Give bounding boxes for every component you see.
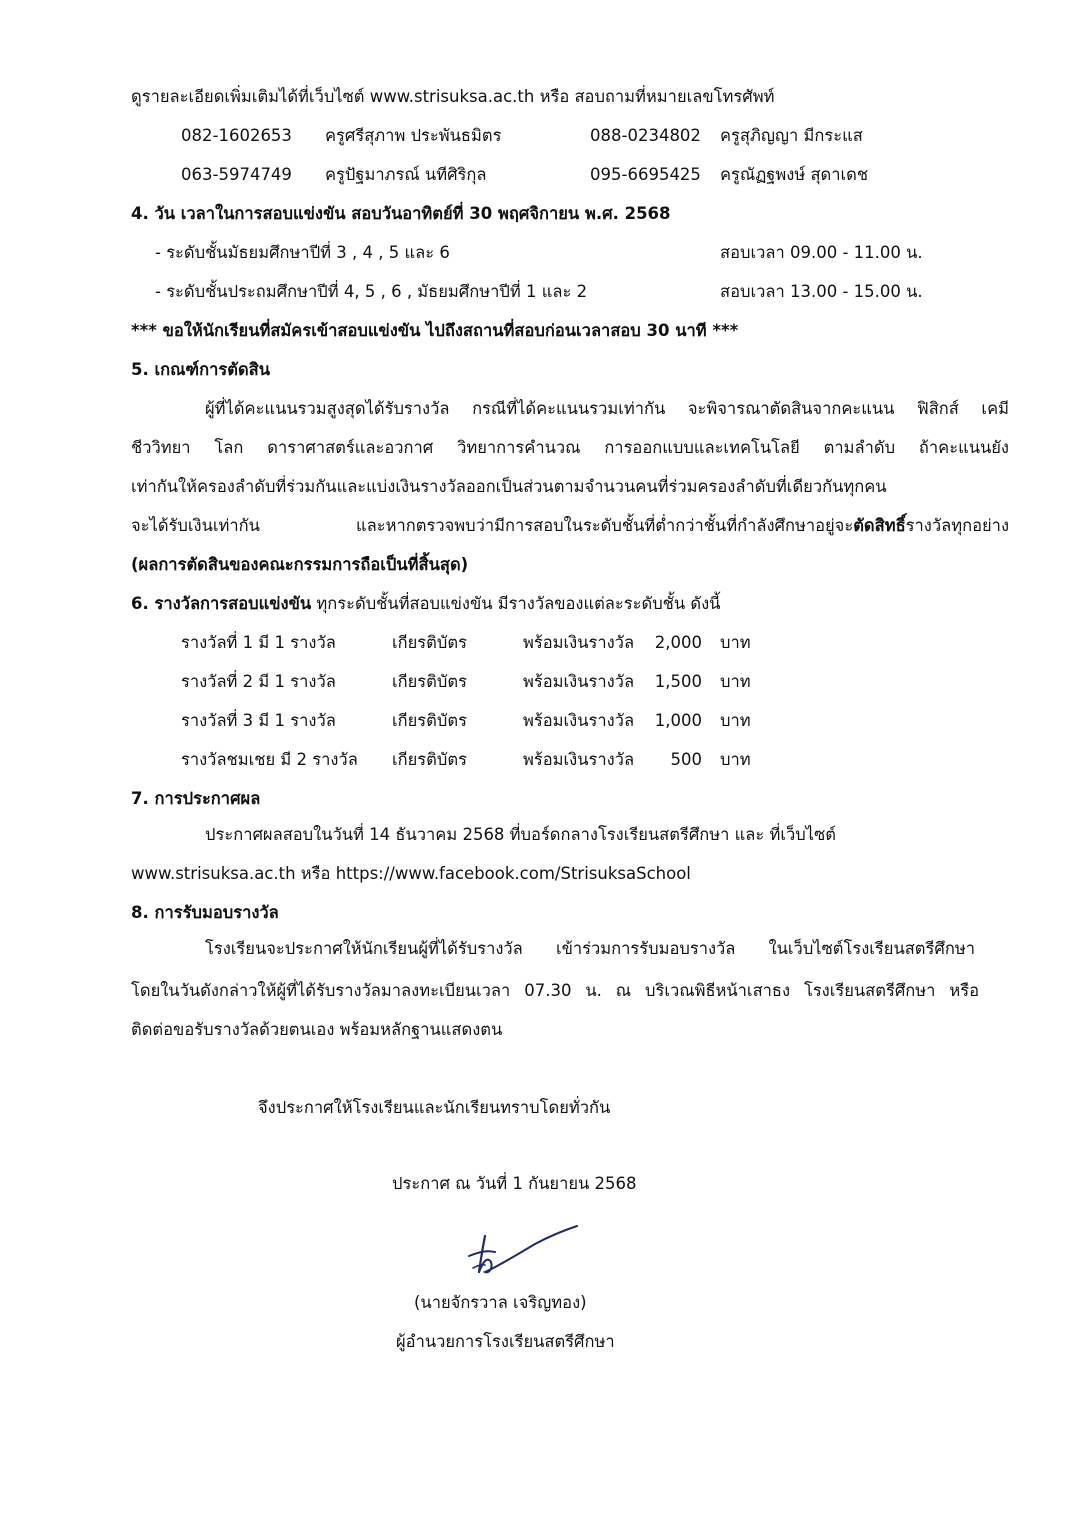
award-line: ติดต่อขอรับรางวัลด้วยตนเอง พร้อมหลักฐานแสดงตน xyxy=(131,1020,503,1039)
exam-level: - ระดับชั้นมัธยมศึกษาปีที่ 3 , 4 , 5 และ 6 xyxy=(155,243,450,262)
criteria-line xyxy=(131,514,1009,538)
exam-time: สอบเวลา 09.00 - 11.00 น. xyxy=(720,243,923,262)
prize-amount: 1,500 xyxy=(654,672,702,691)
criteria-text: จะได้รับเงินเท่ากัน และหากตรวจพบว่ามีการสอบในระดับชั้นที่ต่ำกว่าชั้นที่กำลังศึกษาอยู่จะ xyxy=(131,516,854,535)
prize-amount: 2,000 xyxy=(654,633,702,652)
disqualify-text: ตัดสิทธิ์ xyxy=(853,516,906,535)
prize-with: พร้อมเงินรางวัล xyxy=(523,750,635,769)
announce-line: www.strisuksa.ac.th หรือ https://www.facebook.com/StrisuksaSchool xyxy=(131,864,691,883)
contact-phone: 063-5974749 xyxy=(181,165,292,184)
exam-level: - ระดับชั้นประถมศึกษาปีที่ 4, 5 , 6 , มัธยมศึกษาปีที่ 1 และ 2 xyxy=(155,282,588,301)
signer-name: (นายจักรวาล เจริญทอง) xyxy=(414,1293,587,1312)
prize-with: พร้อมเงินรางวัล xyxy=(523,711,635,730)
section5-heading: 5. เกณฑ์การตัดสิน xyxy=(131,360,271,379)
announce-date: ประกาศ ณ วันที่ 1 กันยายน 2568 xyxy=(392,1174,637,1193)
criteria-text: รางวัลทุกอย่าง xyxy=(905,516,1009,535)
prize-cert: เกียรติบัตร xyxy=(392,711,467,730)
prize-amount: 500 xyxy=(670,750,702,769)
prize-cert: เกียรติบัตร xyxy=(392,672,467,691)
prize-with: พร้อมเงินรางวัล xyxy=(523,672,635,691)
exam-notice: *** ขอให้นักเรียนที่สมัครเข้าสอบแข่งขัน ไปถึงสถานที่สอบก่อนเวลาสอบ 30 นาที *** xyxy=(131,321,739,340)
prize-name: รางวัลที่ 2 มี 1 รางวัล xyxy=(181,672,336,691)
prize-unit: บาท xyxy=(720,711,751,730)
prize-name: รางวัลที่ 3 มี 1 รางวัล xyxy=(181,711,336,730)
prize-with: พร้อมเงินรางวัล xyxy=(523,633,635,652)
section7-heading: 7. การประกาศผล xyxy=(131,789,261,808)
contact-phone: 088-0234802 xyxy=(590,126,701,145)
section4-heading: 4. วัน เวลาในการสอบแข่งขัน สอบวันอาทิตย์ที่ 30 พฤศจิกายน พ.ศ. 2568 xyxy=(131,204,671,223)
prize-cert: เกียรติบัตร xyxy=(392,750,467,769)
contact-name: ครูสุภิญญา มีกระแส xyxy=(720,126,863,145)
criteria-line: เท่ากันให้ครองลำดับที่ร่วมกันและแบ่งเงินรางวัลออกเป็นส่วนตามจำนวนคนที่ร่วมครองลำดับที่เดียวกันทุกคน xyxy=(131,477,887,496)
exam-time: สอบเวลา 13.00 - 15.00 น. xyxy=(720,282,923,301)
prize-unit: บาท xyxy=(720,633,751,652)
section6-heading-rest: ทุกระดับชั้นที่สอบแข่งขัน มีรางวัลของแต่ละระดับชั้น ดังนี้ xyxy=(311,594,721,613)
contact-name: ครูณัฏฐพงษ์ สุดาเดช xyxy=(720,165,869,184)
section8-heading: 8. การรับมอบรางวัล xyxy=(131,903,279,922)
section6-heading xyxy=(131,592,720,616)
criteria-final: (ผลการตัดสินของคณะกรรมการถือเป็นที่สิ้นสุด) xyxy=(131,555,469,574)
prize-name: รางวัลที่ 1 มี 1 รางวัล xyxy=(181,633,336,652)
signer-title: ผู้อำนวยการโรงเรียนสตรีศึกษา xyxy=(396,1332,615,1351)
prize-unit: บาท xyxy=(720,750,751,769)
criteria-line: ชีววิทยา โลก ดาราศาสตร์และอวกาศ วิทยาการคำนวณ การออกแบบและเทคโนโลยี ตามลำดับ ถ้าคะแนนยัง xyxy=(131,438,1009,457)
contact-phone: 095-6695425 xyxy=(590,165,701,184)
contact-name: ครูปัฐมาภรณ์ นทีศิริกุล xyxy=(325,165,487,184)
prize-unit: บาท xyxy=(720,672,751,691)
prize-amount: 1,000 xyxy=(654,711,702,730)
contact-name: ครูศรีสุภาพ ประพันธมิตร xyxy=(325,126,502,145)
award-line: โรงเรียนจะประกาศให้นักเรียนผู้ที่ได้รับรางวัล เข้าร่วมการรับมอบรางวัล ในเว็บไซต์โรงเรียนสตรีศึกษา xyxy=(205,939,975,958)
closing-announce: จึงประกาศให้โรงเรียนและนักเรียนทราบโดยทั่วกัน xyxy=(258,1098,611,1117)
signature-image xyxy=(455,1222,585,1284)
contact-intro: ดูรายละเอียดเพิ่มเติมได้ที่เว็บไซต์ www.strisuksa.ac.th หรือ สอบถามที่หมายเลขโทรศัพท์ xyxy=(131,87,775,106)
criteria-line: ผู้ที่ได้คะแนนรวมสูงสุดได้รับรางวัล กรณีที่ได้คะแนนรวมเท่ากัน จะพิจารณาตัดสินจากคะแนน ฟิสิกส์ เคมี xyxy=(205,399,1009,418)
prize-name: รางวัลชมเชย มี 2 รางวัล xyxy=(181,750,358,769)
contact-phone: 082-1602653 xyxy=(181,126,292,145)
announce-line: ประกาศผลสอบในวันที่ 14 ธันวาคม 2568 ที่บอร์ดกลางโรงเรียนสตรีศึกษา และ ที่เว็บไซต์ xyxy=(205,825,836,844)
award-line: โดยในวันดังกล่าวให้ผู้ที่ได้รับรางวัลมาลงทะเบียนเวลา 07.30 น. ณ บริเวณพิธีหน้าเสาธง โรงเรียนสตรีศึกษา หรือ xyxy=(131,981,979,1000)
prize-cert: เกียรติบัตร xyxy=(392,633,467,652)
section6-heading-bold: 6. รางวัลการสอบแข่งขัน xyxy=(131,594,312,613)
